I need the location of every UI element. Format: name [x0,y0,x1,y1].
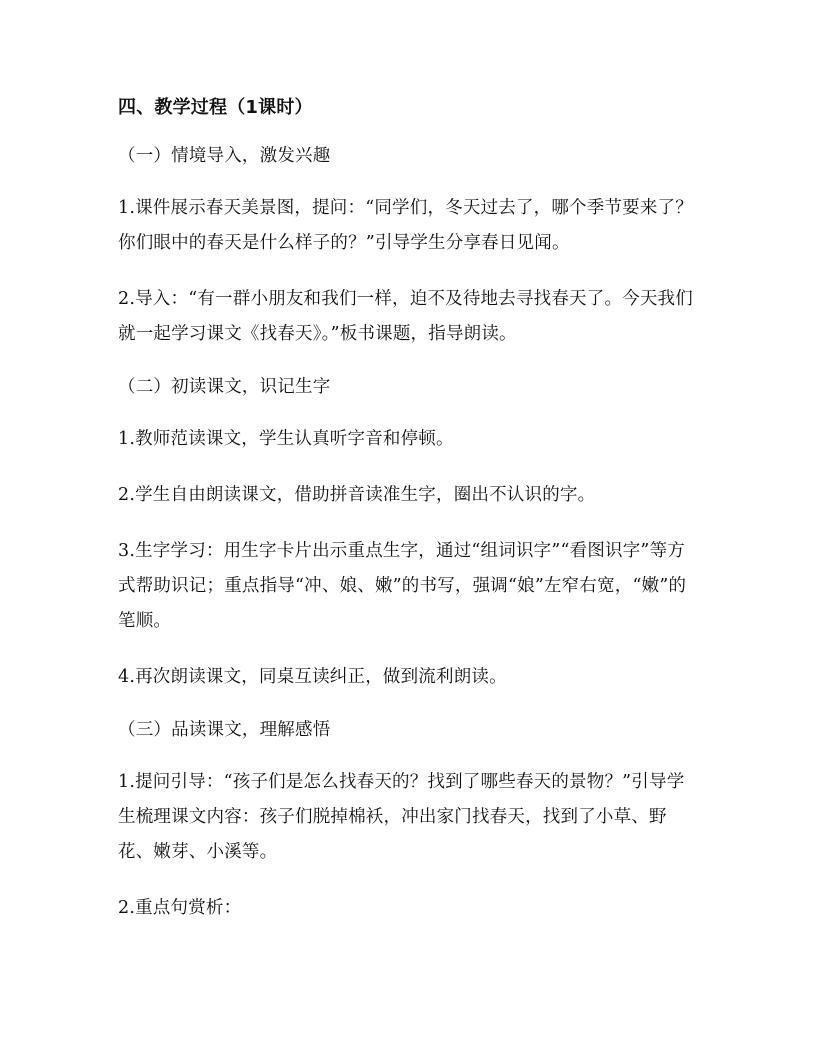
paragraph-2-4: 4.再次朗读课文，同桌互读纠正，做到流利朗读。 [118,667,507,687]
paragraph-2-1: 1.教师范读课文，学生认真听字音和停顿。 [118,429,454,449]
paragraph-3-2: 2.重点句赏析： [118,898,242,918]
subsection-title-1: （一）情境导入，激发兴趣 [118,146,331,166]
section-heading: 四、教学过程（1课时） [118,97,313,118]
paragraph-2-3: 3.生字学习：用生字卡片出示重点生字，通过“组词识字”“看图识字”等方式帮助识记；重点指导“冲、娘、嫩”的书写，强调“娘”左窄右宽，“嫩”的笔顺。 [118,541,687,631]
paragraph-1-1: 1.课件展示春天美景图，提问：“同学们，冬天过去了，哪个季节要来了？你们眼中的春天是什么样子的？”引导学生分享春日见闻。 [118,198,693,253]
subsection-title-2: （二）初读课文，识记生字 [118,377,331,397]
paragraph-1-2: 2.导入：“有一群小朋友和我们一样，迫不及待地去寻找春天了。今天我们就一起学习课文《找春天》。”板书课题，指导朗读。 [118,289,693,344]
subsection-title-3: （三）品读课文，理解感悟 [118,720,331,740]
document-page [118,94,698,947]
paragraph-3-1: 1.提问引导：“孩子们是怎么找春天的？找到了哪些春天的景物？”引导学生梳理课文内容：孩子们脱掉棉袄，冲出家门找春天，找到了小草、野花、嫩芽、小溪等。 [118,772,685,862]
paragraph-2-2: 2.学生自由朗读课文，借助拼音读准生字，圈出不认识的字。 [118,485,596,505]
